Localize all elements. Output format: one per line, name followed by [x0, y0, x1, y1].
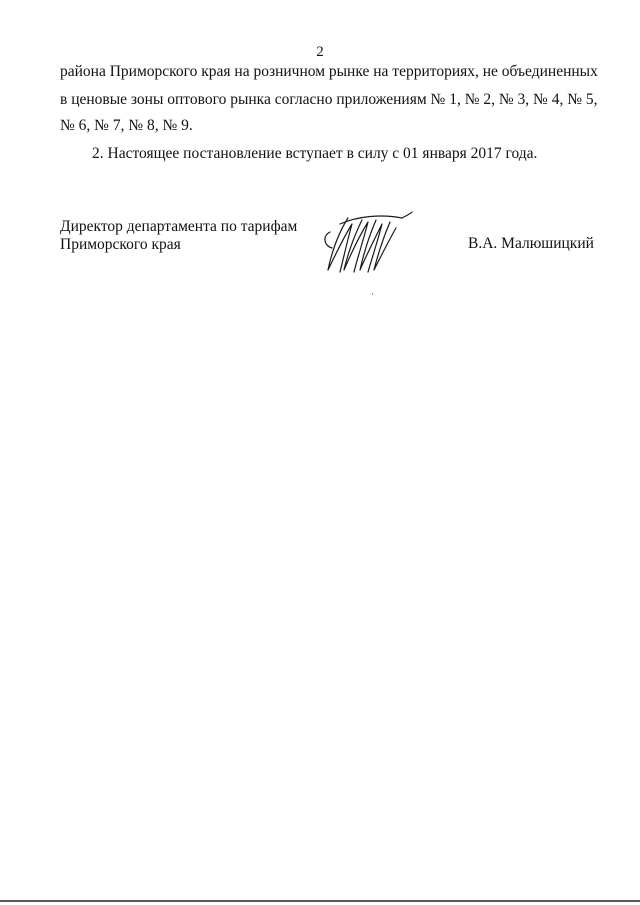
scan-artifact	[372, 293, 373, 295]
signer-title-line-2: Приморского края	[60, 236, 181, 253]
signer-title	[60, 218, 297, 254]
page-number: 2	[316, 44, 324, 60]
signer-name: В.А. Малюшицкий	[468, 235, 594, 252]
signer-title-line-1: Директор департамента по тарифам	[60, 218, 298, 235]
signature-icon	[318, 210, 418, 280]
body-text-line-3: № 6, № 7, № 8, № 9.	[60, 117, 193, 134]
body-text-line-2: в ценовые зоны оптового рынка согласно приложениям № 1, № 2, № 3, № 4, № 5,	[60, 91, 598, 108]
body-text-line-1: района Приморского края на розничном рынке на территориях, не объединенных	[60, 63, 598, 80]
effective-date-paragraph: 2. Настоящее постановление вступает в силу с 01 января 2017 года.	[92, 145, 538, 162]
scan-edge	[0, 900, 640, 902]
